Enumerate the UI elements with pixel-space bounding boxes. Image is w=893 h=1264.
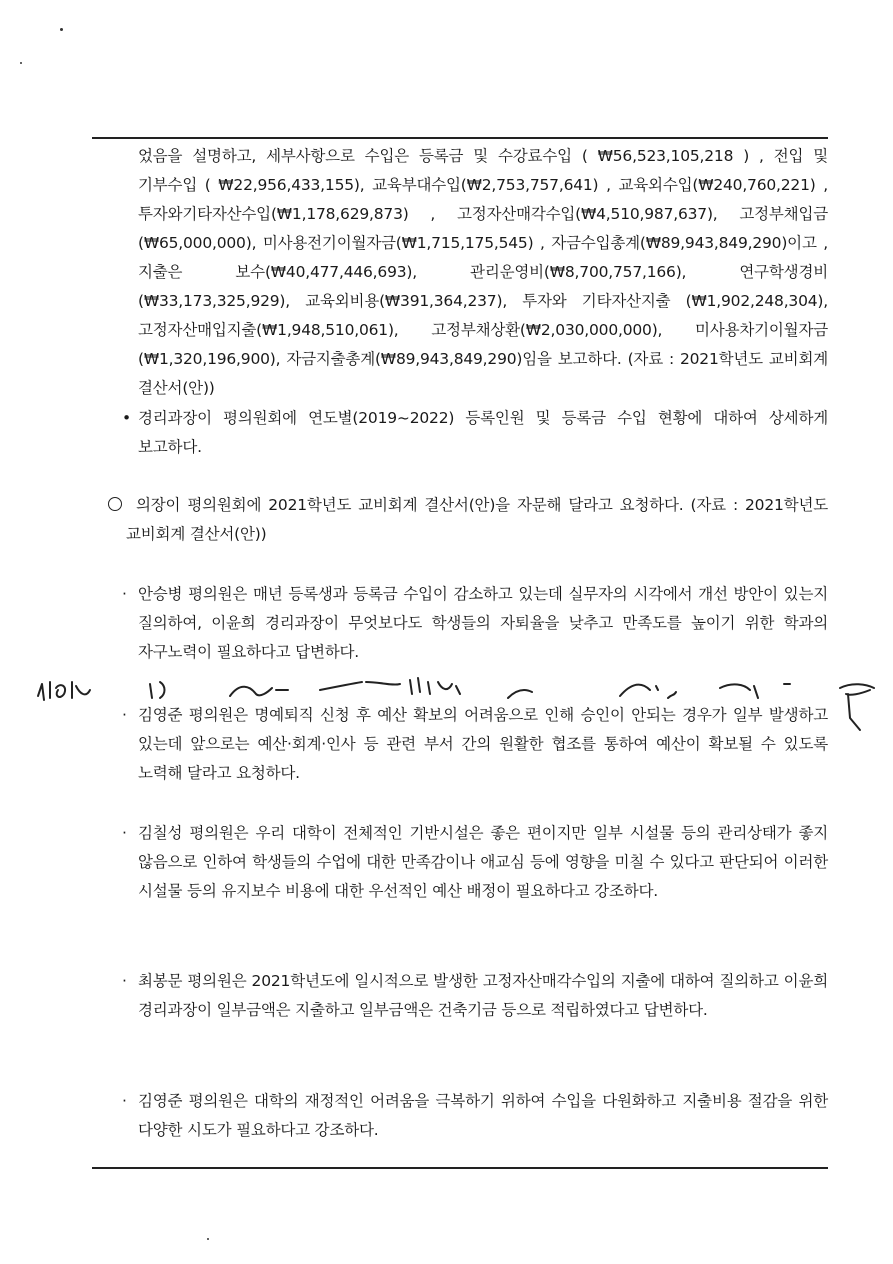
paragraph-question-an [120, 580, 828, 667]
scan-speck [20, 62, 22, 64]
bullet-mark: · [122, 972, 127, 990]
scan-speck [207, 1238, 209, 1240]
circle-bullet-icon [108, 497, 122, 511]
paragraph-enrollment-report [120, 404, 828, 462]
paragraph-chair-request [126, 491, 828, 549]
paragraph-request-kim-yj [120, 701, 828, 788]
paragraph-facility-kim-cs [120, 819, 828, 906]
bullet-mark: · [122, 585, 127, 603]
bullet-mark: · [122, 1092, 127, 1110]
bullet-mark: · [122, 824, 127, 842]
paragraph-text: 김칠성 평의원은 우리 대학이 전체적인 기반시설은 좋은 편이지만 일부 시설물 등의 관리상태가 좋지 않음으로 인하여 학생들의 수업에 대한 만족감이나 애교심 등에 영향을 미칠 수 있다고 판단되어 이러한 시설물 등의 유지보수 비용에 대한 우선적인 예산 배정이 필요하다고 강조하다. [138, 824, 828, 900]
paragraph-finance-kim-yj [120, 1087, 828, 1145]
top-rule [92, 137, 828, 139]
bullet-mark: · [122, 706, 127, 724]
scan-speck [60, 28, 63, 31]
paragraph-text: 의장이 평의원회에 2021학년도 교비회계 결산서(안)을 자문해 달라고 요청하다. (자료 : 2021학년도 교비회계 결산서(안)) [126, 496, 828, 543]
bullet-mark: • [122, 409, 131, 427]
paragraph-text: 김영준 평의원은 명예퇴직 신청 후 예산 확보의 어려움으로 인해 승인이 안되는 경우가 일부 발생하고 있는데 앞으로는 예산·회계·인사 등 관련 부서 간의 원활한 협조를 통하여 예산이 확보될 수 있도록 노력해 달라고 요청하다. [138, 706, 828, 782]
bottom-rule [92, 1167, 828, 1169]
paragraph-text: 경리과장이 평의원회에 연도별(2019~2022) 등록인원 및 등록금 수입 현황에 대하여 상세하게 보고하다. [138, 409, 828, 456]
paragraph-text: 최봉문 평의원은 2021학년도에 일시적으로 발생한 고정자산매각수입의 지출에 대하여 질의하고 이윤희 경리과장이 일부금액은 지출하고 일부금액은 건축기금 등으로 적립하였다고 답변하다. [138, 972, 828, 1019]
paragraph-question-choi [120, 967, 828, 1025]
paragraph-settlement-details: 었음을 설명하고, 세부사항으로 수입은 등록금 및 수강료수입 ( ₩56,523,105,218 ) , 전입 및 기부수입 ( ₩22,956,433,155), 교육부대수입(₩2,753,757,641) , 교육외수입(₩240,760,221) , 투자와기타자산수입(₩1,178,629,873) , 고정자산매각수입(₩4,510,987,637), 고정부채입금(₩65,000,000), 미사용전기이월자금(₩1,715,175,545) , 자금수입총계(₩89,943,849,290)이고 , 지출은 보수(₩40,477,446,693), 관리운영비(₩8,700,757,166), 연구학생경비(₩33,173,325,929), 교육외비용(₩391,364,237), 투자와 기타자산지출 (₩1,902,248,304), 고정자산매입지출(₩1,948,510,061), 고정부채상환(₩2,030,000,000), 미사용차기이월자금(₩1,320,196,900), 자금지출총계(₩89,943,849,290)임을 보고하다. (자료 : 2021학년도 교비회계 결산서(안)) [138, 147, 828, 397]
paragraph-text: 김영준 평의원은 대학의 재정적인 어려움을 극복하기 위하여 수입을 다원화하고 지출비용 절감을 위한 다양한 시도가 필요하다고 강조하다. [138, 1092, 828, 1139]
paragraph-text: 안승병 평의원은 매년 등록생과 등록금 수입이 감소하고 있는데 실무자의 시각에서 개선 방안이 있는지 질의하여, 이윤희 경리과장이 무엇보다도 학생들의 자퇴율을 낮추고 만족도를 높이기 위한 학과의 자구노력이 필요하다고 답변하다. [138, 585, 828, 661]
